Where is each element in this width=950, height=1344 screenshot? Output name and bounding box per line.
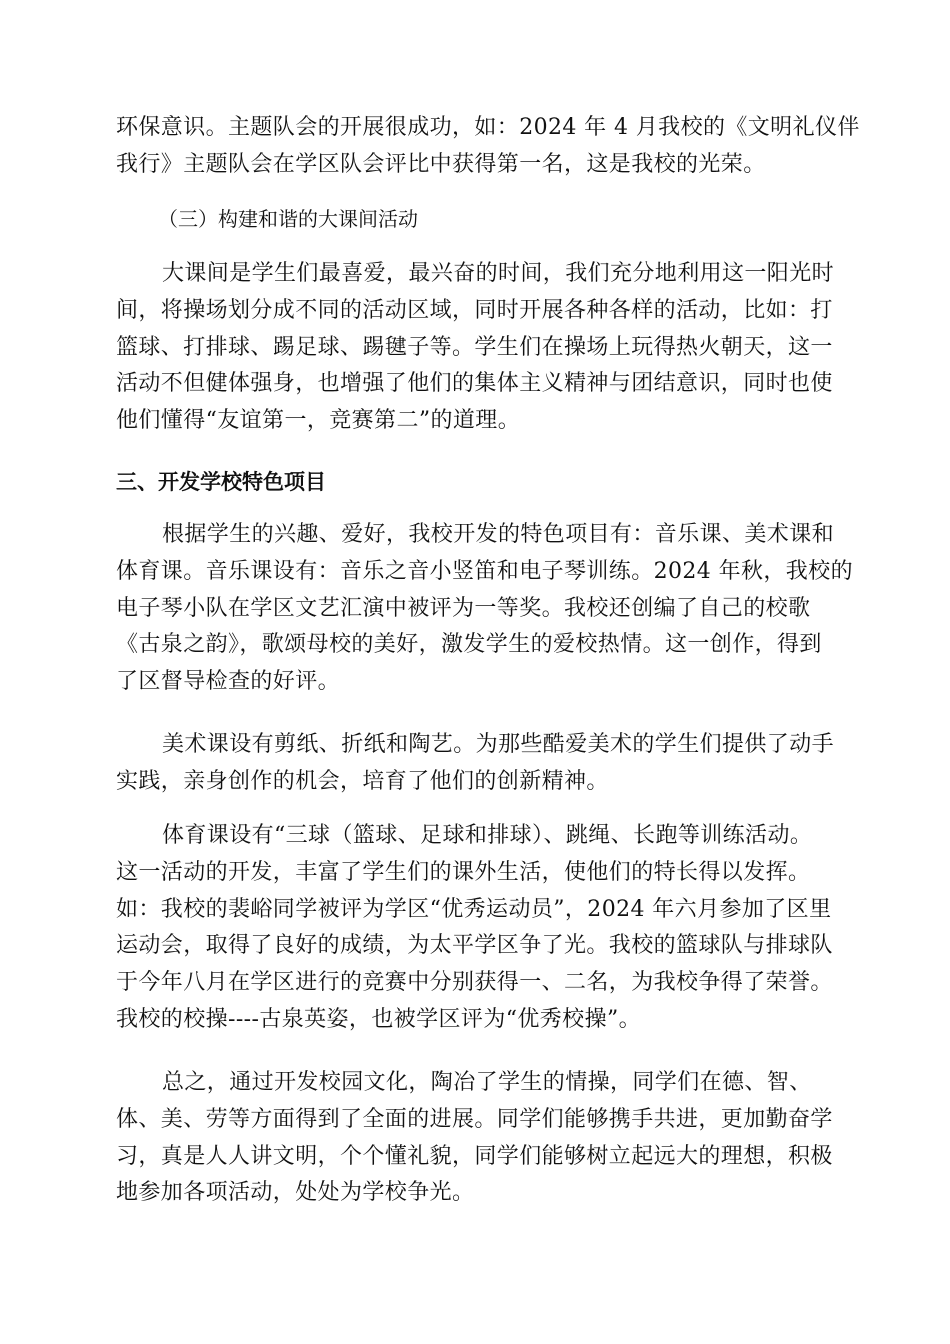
paragraph-pe xyxy=(116,855,836,1039)
text-line: 体育课。音乐课设有：音乐之音小竖笛和电子琴训练。2024 年秋，我校的 xyxy=(116,558,853,584)
text-line: 这一活动的开发，丰富了学生们的课外生活，使他们的特长得以发挥。 xyxy=(116,859,811,885)
section-heading-school-features: 三、开发学校特色项目 xyxy=(116,470,326,494)
text-line: 他们懂得“友谊第一，竞赛第二”的道理。 xyxy=(116,408,521,434)
text-line: 间，将操场划分成不同的活动区域，同时开展各种各样的活动，比如：打 xyxy=(116,297,833,323)
text-line: 体育课设有“三球（篮球、足球和排球）、跳绳、长跑等训练活动。 xyxy=(162,823,813,848)
text-line: 《古泉之韵》，歌颂母校的美好，激发学生的爱校热情。这一创作，得到 xyxy=(116,632,822,658)
text-line: 篮球、打排球、踢足球、踢毽子等。学生们在操场上玩得热火朝天，这一 xyxy=(116,334,833,360)
paragraph-features-first xyxy=(162,517,838,554)
text-line: 大课间是学生们最喜爱，最兴奋的时间，我们充分地利用这一阳光时 xyxy=(162,261,835,286)
text-line: 活动不但健体强身，也增强了他们的集体主义精神与团结意识，同时也使 xyxy=(116,371,833,397)
text-line: 环保意识。主题队会的开展很成功，如：2024 年 4 月我校的《文明礼仪伴 xyxy=(116,115,860,140)
text-line: 我行》主题队会在学区队会评比中获得第一名，这是我校的光荣。 xyxy=(116,151,766,177)
paragraph-summary xyxy=(116,1102,836,1212)
text-line: 体、美、劳等方面得到了全面的进展。同学们能够携手共进，更加勤奋学 xyxy=(116,1106,833,1132)
text-line: 电子琴小队在学区文艺汇演中被评为一等奖。我校还创编了自己的校歌 xyxy=(116,595,811,621)
paragraph-features xyxy=(116,554,853,701)
text-line: 习，真是人人讲文明，个个懂礼貌，同学们能够树立起远大的理想，积极 xyxy=(116,1143,833,1169)
paragraph-pe-first xyxy=(162,818,838,855)
paragraph-big-break-cont xyxy=(116,293,836,440)
text-line: 总之，通过开发校园文化，陶冶了学生的情操，同学们在德、智、 xyxy=(162,1070,812,1095)
text-line: 于今年八月在学区进行的竞赛中分别获得一、二名，为我校争得了荣誉。 xyxy=(116,970,833,996)
paragraph-intro xyxy=(116,110,860,184)
text-line: 运动会，取得了良好的成绩，为太平学区争了光。我校的篮球队与排球队 xyxy=(116,933,833,959)
text-line: 美术课设有剪纸、折纸和陶艺。为那些酷爱美术的学生们提供了动手 xyxy=(162,732,835,757)
text-line: 如：我校的裴峪同学被评为学区“优秀运动员”，2024 年六月参加了区里 xyxy=(116,896,832,922)
subheading-big-break-activities: （三）构建和谐的大课间活动 xyxy=(158,207,418,231)
paragraph-big-break xyxy=(162,256,838,293)
text-line: 实践，亲身创作的机会，培育了他们的创新精神。 xyxy=(116,768,609,794)
text-line: 根据学生的兴趣、爱好，我校开发的特色项目有：音乐课、美术课和 xyxy=(162,522,835,547)
text-line: 了区督导检查的好评。 xyxy=(116,669,341,695)
text-line: 地参加各项活动，处处为学校争光。 xyxy=(116,1180,475,1206)
paragraph-art-first xyxy=(162,727,838,764)
paragraph-summary-first xyxy=(162,1065,838,1102)
paragraph-art xyxy=(116,764,836,801)
text-line: 我校的校操----古泉英姿，也被学区评为“优秀校操”。 xyxy=(116,1006,642,1032)
